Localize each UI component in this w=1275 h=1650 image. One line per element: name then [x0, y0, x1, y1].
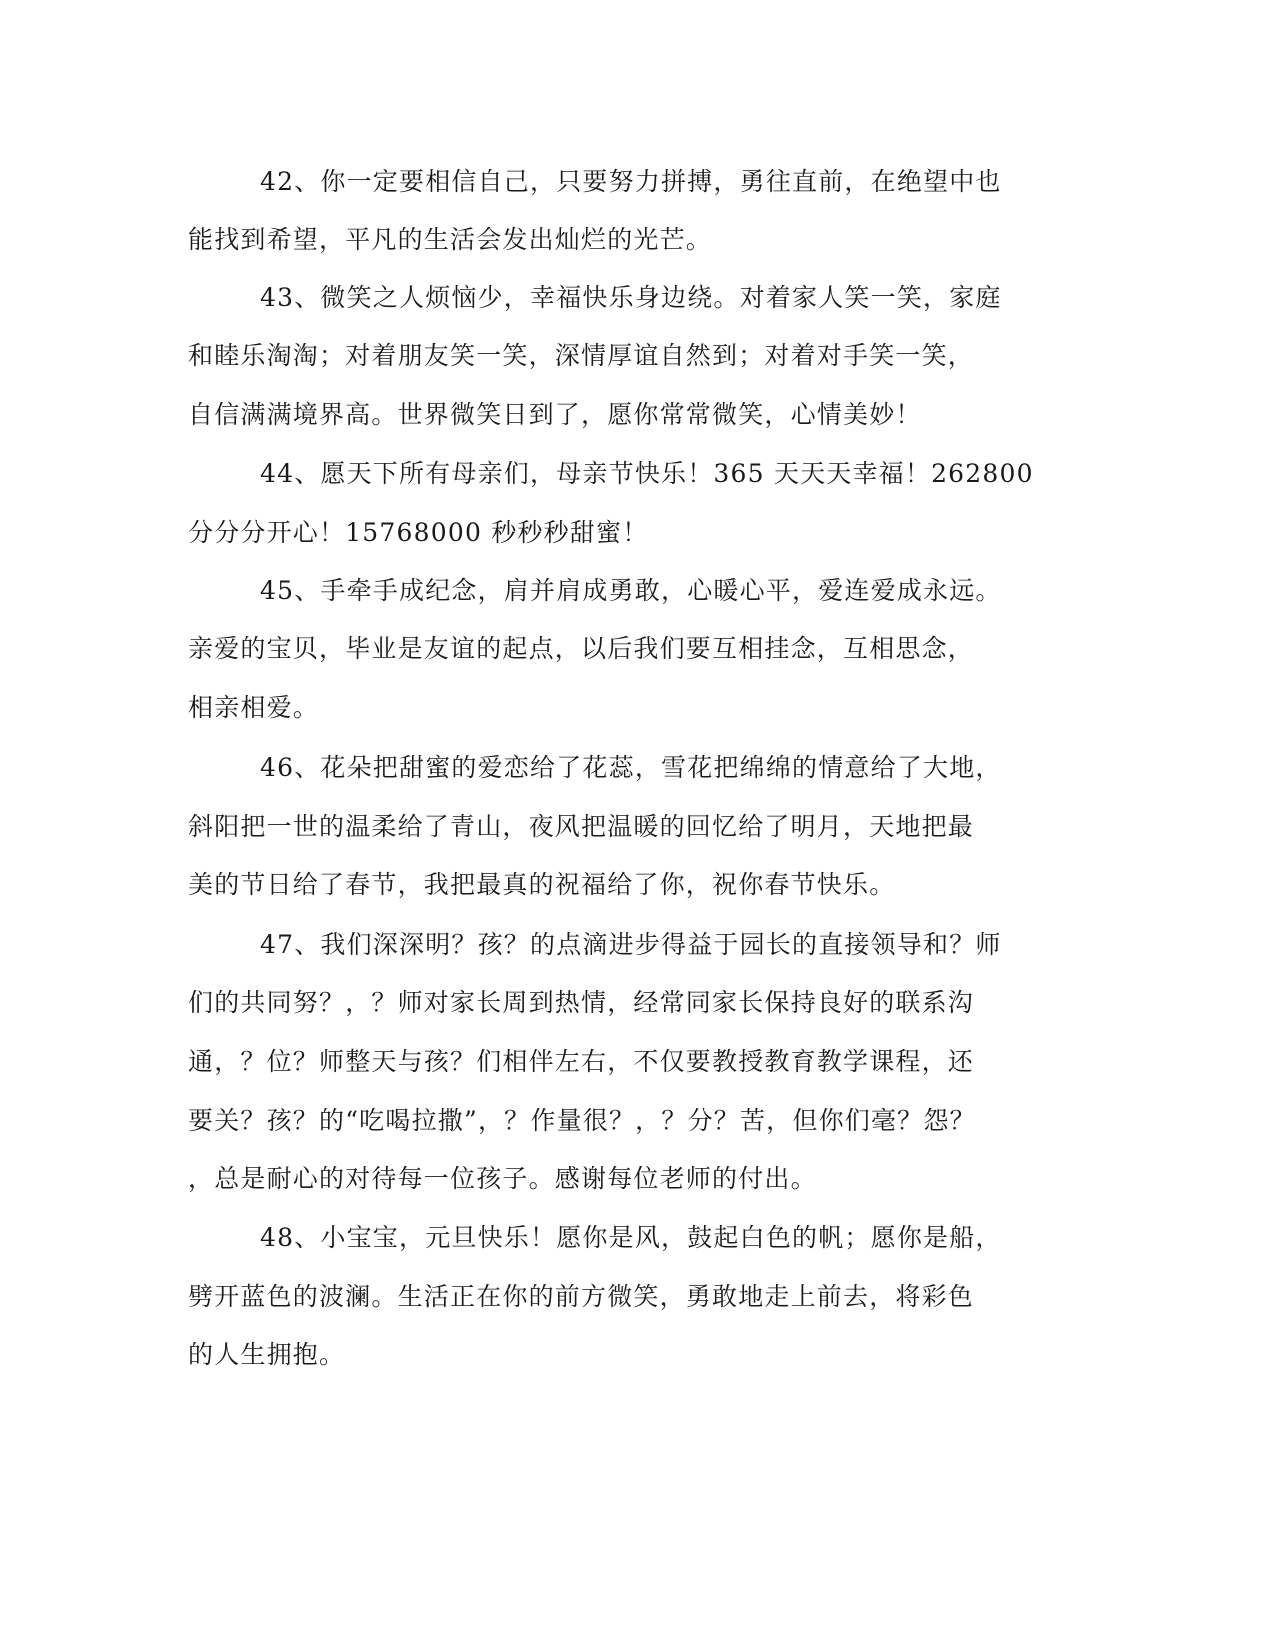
paragraph-line: 们的共同努？，？师对家长周到热情，经常同家长保持良好的联系沟	[188, 988, 975, 1017]
paragraph-line: 45、手牵手成纪念，肩并肩成勇敢，心暖心平，爱连爱成永远。	[260, 576, 1002, 605]
paragraph-line: 42、你一定要相信自己，只要努力拼搏，勇往直前，在绝望中也	[260, 167, 1002, 196]
paragraph-line: 46、花朵把甜蜜的爱恋给了花蕊，雪花把绵绵的情意给了大地，	[260, 753, 1002, 782]
paragraph-line: 通，？位？师整天与孩？们相伴左右，不仅要教授教育教学课程，还	[188, 1047, 975, 1076]
paragraph-line: 要关？孩？的“吃喝拉撒”，？作量很？，？分？苦，但你们毫？怨？	[188, 1106, 976, 1135]
paragraph-line: 美的节日给了春节，我把最真的祝福给了你，祝你春节快乐。	[188, 870, 896, 899]
paragraph-line: 分分分开心！15768000 秒秒秒甜蜜！	[188, 518, 649, 547]
paragraph-line: 48、小宝宝，元旦快乐！愿你是风，鼓起白色的帆；愿你是船，	[260, 1223, 1002, 1252]
paragraph-line: 47、我们深深明？孩？的点滴进步得益于园长的直接领导和？师	[260, 930, 1002, 959]
paragraph-line: 自信满满境界高。世界微笑日到了，愿你常常微笑，心情美妙！	[188, 400, 922, 429]
paragraph-line: 的人生拥抱。	[188, 1340, 346, 1369]
paragraph-line: ，总是耐心的对待每一位孩子。感谢每位老师的付出。	[188, 1164, 817, 1193]
paragraph-line: 相亲相爱。	[188, 693, 320, 722]
paragraph-line: 能找到希望，平凡的生活会发出灿烂的光芒。	[188, 225, 713, 254]
paragraph-line: 劈开蓝色的波澜。生活正在你的前方微笑，勇敢地走上前去，将彩色	[188, 1282, 975, 1311]
paragraph-line: 斜阳把一世的温柔给了青山，夜风把温暖的回忆给了明月，天地把最	[188, 812, 975, 841]
paragraph-line: 亲爱的宝贝，毕业是友谊的起点，以后我们要互相挂念，互相思念，	[188, 634, 975, 663]
paragraph-line: 43、微笑之人烦恼少，幸福快乐身边绕。对着家人笑一笑，家庭	[260, 283, 1002, 312]
paragraph-line: 和睦乐淘淘；对着朋友笑一笑，深情厚谊自然到；对着对手笑一笑，	[188, 341, 975, 370]
paragraph-line: 44、愿天下所有母亲们，母亲节快乐！365 天天天幸福！262800	[260, 459, 1034, 488]
